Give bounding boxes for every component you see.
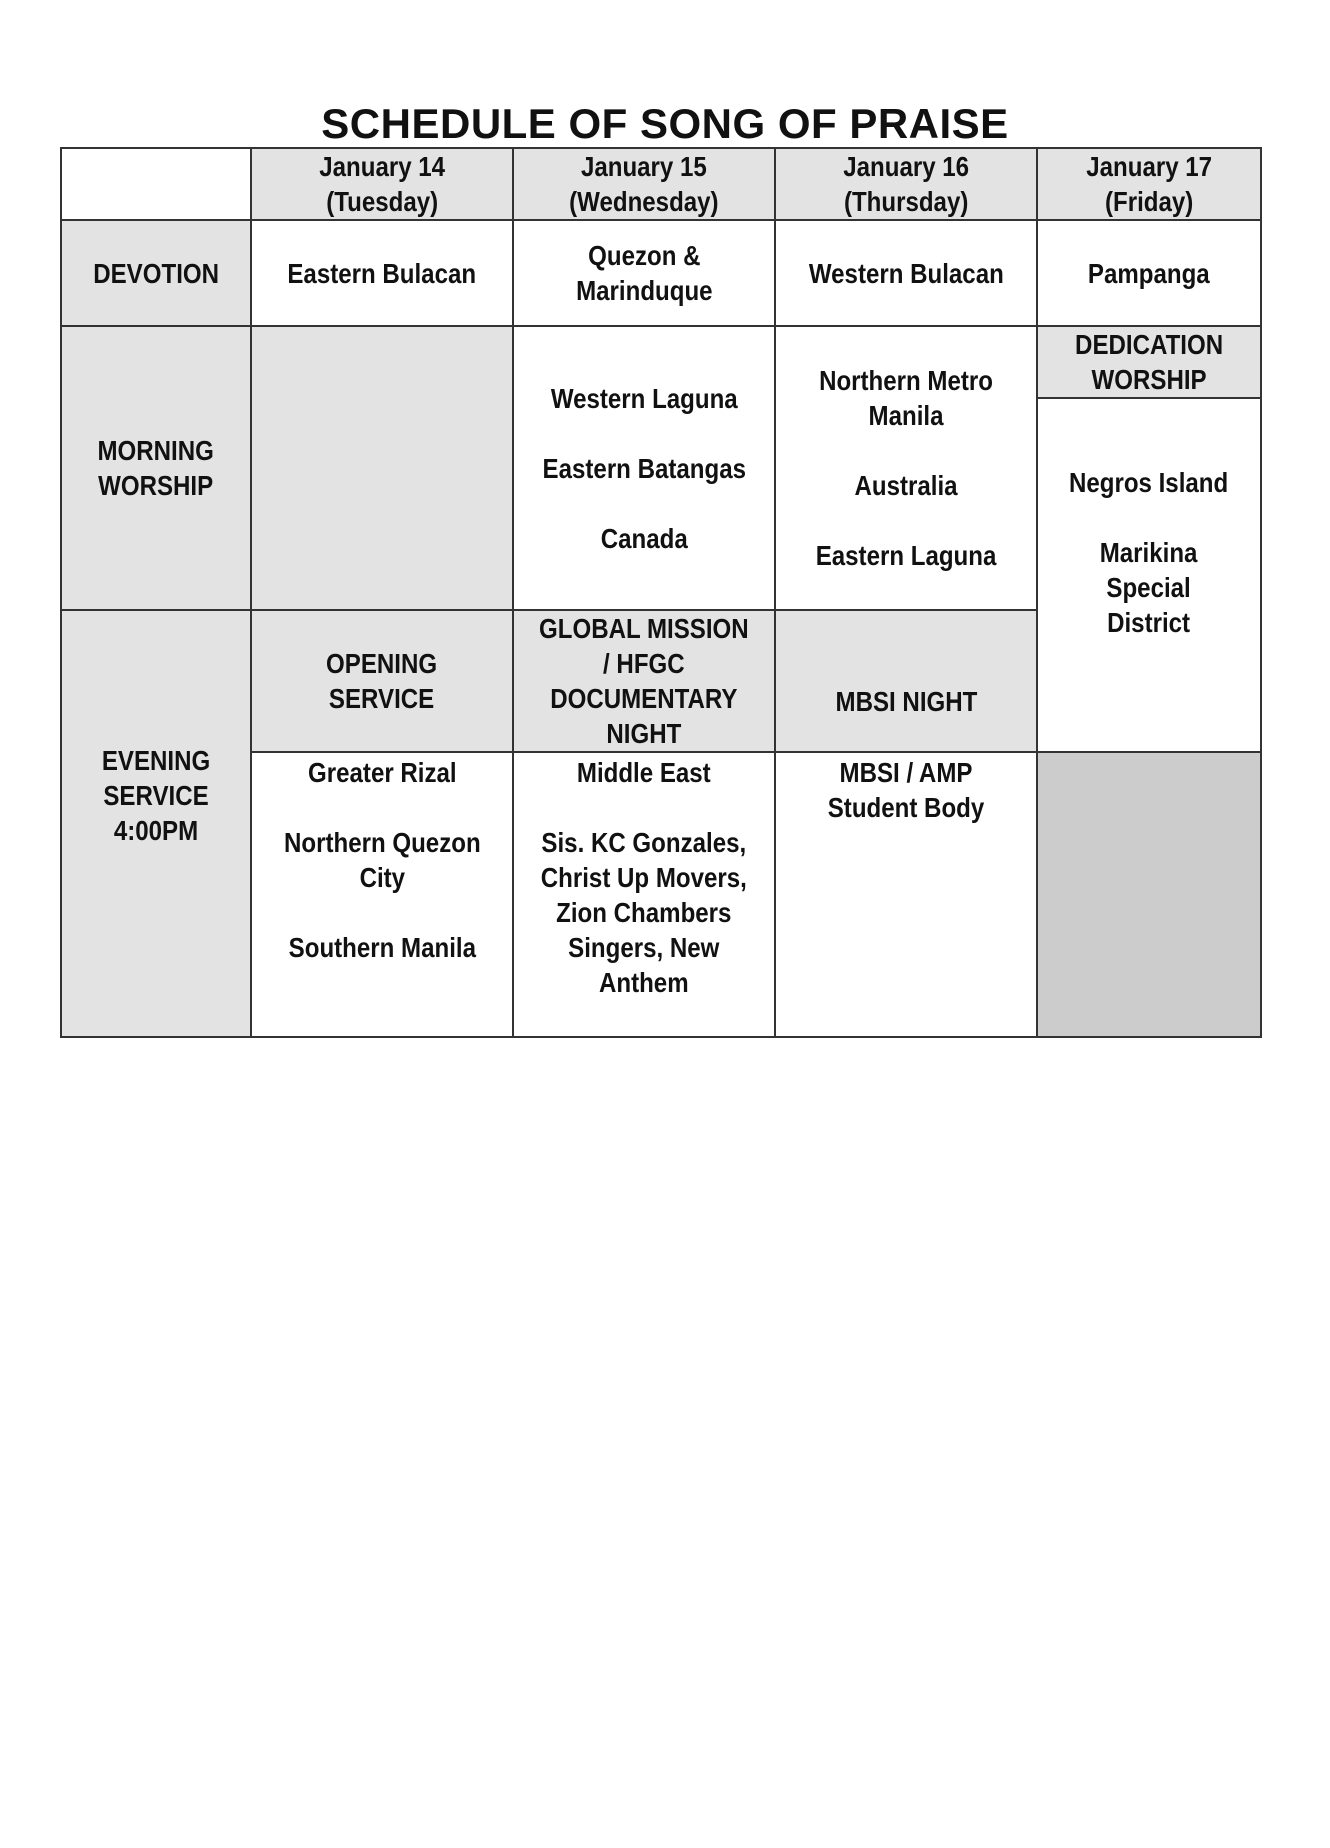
row-label-morning-worship: MORNING WORSHIP [61,326,251,610]
dedication-worship-jan17: Negros Island Marikina Special District [1037,398,1261,752]
evening-jan15: Middle East Sis. KC Gonzales, Christ Up Movers, Zion Chambers Singers, New Anthem [513,752,775,1037]
evening-jan17-empty [1037,752,1261,1037]
morning-jan14-empty [251,326,513,610]
devotion-jan16: Western Bulacan [775,220,1037,326]
morning-jan16: Northern Metro Manila Australia Eastern Laguna [775,326,1037,610]
page-title: SCHEDULE OF SONG OF PRAISE [321,100,1009,147]
evening-header-global-mission: GLOBAL MISSION / HFGC DOCUMENTARY NIGHT [513,610,775,752]
day-header-jan16: January 16 (Thursday) [775,148,1037,220]
day-header-jan14: January 14 (Tuesday) [251,148,513,220]
day-header-jan15: January 15 (Wednesday) [513,148,775,220]
dedication-worship-header: DEDICATION WORSHIP [1037,326,1261,398]
row-label-devotion: DEVOTION [61,220,251,326]
evening-jan16: MBSI / AMP Student Body [775,752,1037,1037]
evening-header-opening-service: OPENING SERVICE [251,610,513,752]
day-header-jan17: January 17 (Friday) [1037,148,1261,220]
evening-jan14: Greater Rizal Northern Quezon City Southern Manila [251,752,513,1037]
devotion-jan14: Eastern Bulacan [251,220,513,326]
corner-cell [61,148,251,220]
row-label-evening-service: EVENING SERVICE 4:00PM [61,610,251,1037]
morning-jan15: Western Laguna Eastern Batangas Canada [513,326,775,610]
evening-header-mbsi-night: MBSI NIGHT [775,610,1037,752]
schedule-table [60,147,1262,1038]
devotion-jan17: Pampanga [1037,220,1261,326]
devotion-jan15: Quezon & Marinduque [513,220,775,326]
